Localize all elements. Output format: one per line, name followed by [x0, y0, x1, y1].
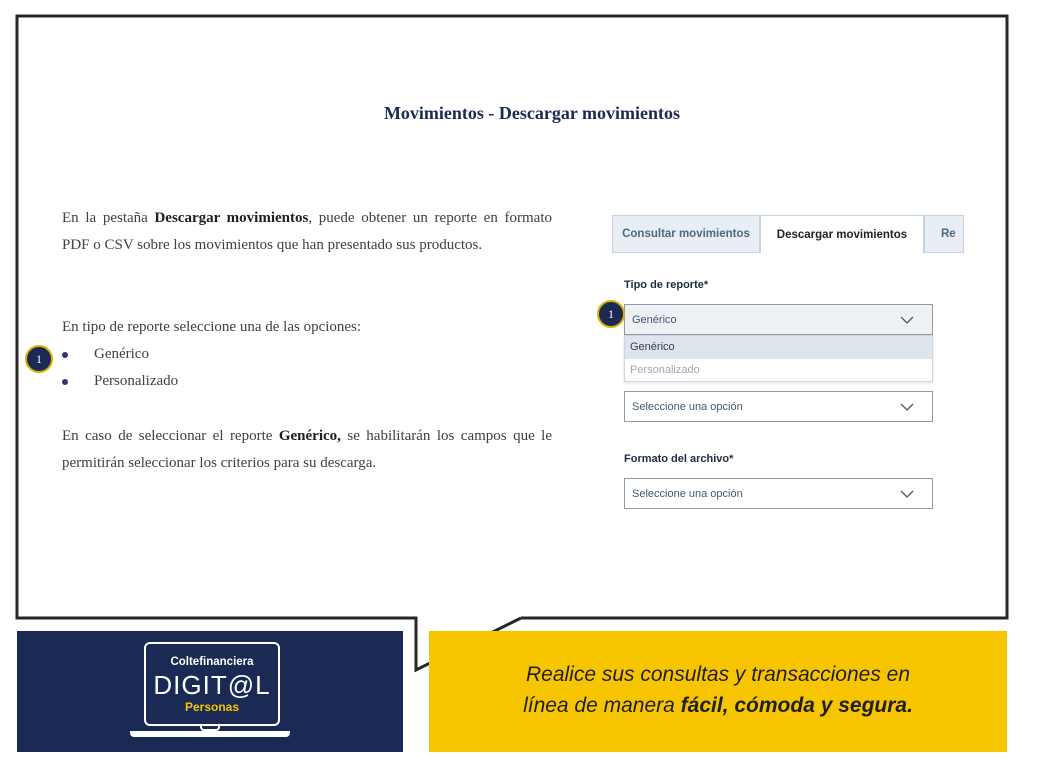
laptop-icon: [144, 642, 280, 726]
chevron-down-icon: [900, 489, 914, 499]
closing-paragraph: En caso de seleccionar el reporte Genérico, se habilitarán los campos que le permitirán seleccionar los criterios para su descarga.: [62, 428, 552, 471]
intro-bold: Descargar movimientos: [154, 210, 309, 226]
instruction-text: En tipo de reporte seleccione una de las opciones:: [62, 319, 362, 335]
closing-bold: Genérico,: [278, 428, 341, 444]
step-badge: 1: [25, 345, 53, 373]
report-type-list: [62, 341, 178, 395]
bullet-icon: [62, 379, 68, 385]
embedded-screenshot: [614, 213, 954, 523]
brand-panel: [17, 631, 403, 752]
tab-bar: [614, 215, 954, 253]
page-title: Movimientos - Descargar movimientos: [383, 103, 681, 123]
tab-consultar[interactable]: Consultar movimientos: [612, 215, 760, 253]
brand-name: Coltefinanciera: [170, 656, 254, 668]
list-item: Personalizado: [62, 368, 178, 395]
chevron-down-icon: [900, 315, 914, 325]
option-generico[interactable]: Genérico: [625, 336, 932, 359]
bullet-icon: [62, 352, 68, 358]
formato-select[interactable]: Seleccione una opción: [624, 478, 933, 509]
tab-descargar[interactable]: Descargar movimientos: [760, 215, 924, 253]
tipo-reporte-select[interactable]: Genérico: [624, 304, 933, 335]
slogan: Realice sus consultas y transacciones en línea de manera fácil, cómoda y segura.: [523, 663, 913, 717]
brand-subtitle: Personas: [184, 700, 240, 714]
criteria-select[interactable]: Seleccione una opción: [624, 391, 933, 422]
tab-partial[interactable]: Re: [924, 215, 964, 253]
intro-paragraph: En la pestaña Descargar movimientos, puede obtener un reporte en formato PDF o CSV sobre los movimientos que han presentado sus productos.: [62, 210, 552, 253]
step-badge: 1: [597, 300, 625, 328]
tipo-reporte-label: Tipo de reporte*: [624, 279, 709, 291]
laptop-base: [130, 731, 290, 737]
slogan-panel: [429, 631, 1007, 752]
chevron-down-icon: [900, 402, 914, 412]
formato-label: Formato del archivo*: [624, 453, 734, 465]
brand-logo-text: DIGIT@L: [153, 670, 271, 700]
option-personalizado[interactable]: Personalizado: [630, 364, 700, 376]
tipo-reporte-dropdown: [624, 335, 933, 382]
list-item: Genérico: [62, 341, 178, 368]
